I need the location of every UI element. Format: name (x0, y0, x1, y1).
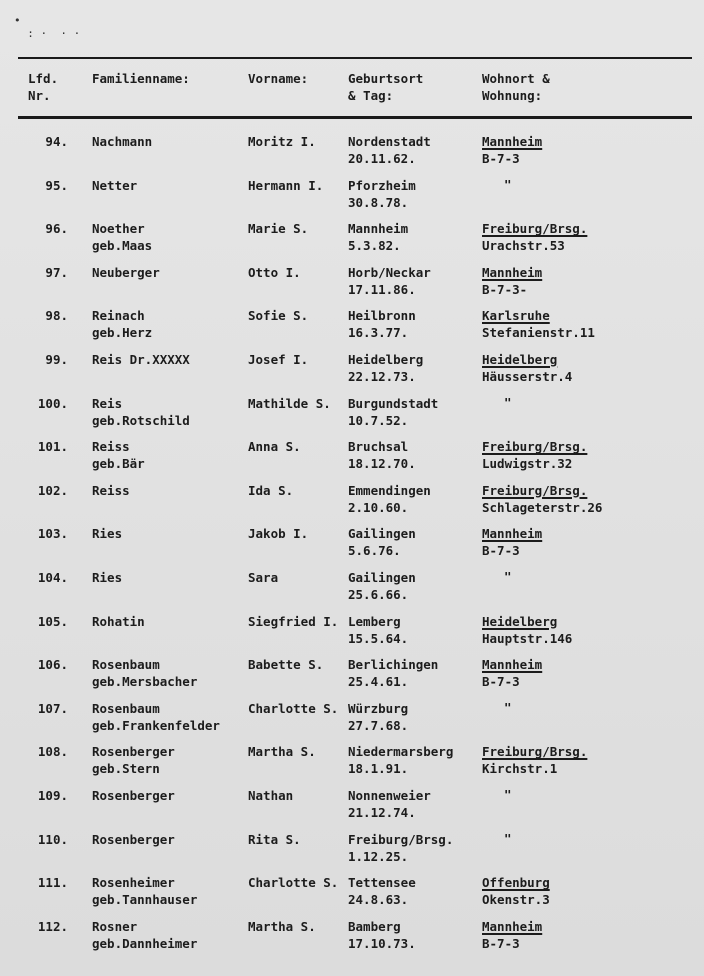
vorname: Nathan (248, 788, 294, 803)
wohnort: Freiburg/Brsg. (482, 482, 588, 498)
familienname: Rosenbaum (92, 657, 160, 673)
wohnort-cell (482, 482, 602, 516)
familienname-cell (92, 525, 122, 542)
familienname: Reis (92, 395, 123, 411)
geburtstag: 16.3.77. (348, 325, 409, 341)
header-geburtsort: Geburtsort & Tag: (348, 71, 424, 103)
wohnung: Kirchstr.1 (482, 761, 558, 777)
header-vorname: Vorname: (248, 71, 309, 86)
familienname-cell (92, 438, 145, 472)
geburtsort-cell (348, 656, 438, 690)
vorname: Siegfried I. (248, 613, 339, 629)
table-row (0, 656, 704, 700)
geburtstag: 27.7.68. (348, 717, 409, 733)
table-row (0, 918, 704, 962)
geburtstag: 2.10.60. (348, 499, 409, 515)
table-row (0, 613, 704, 657)
geburtsort-cell (348, 220, 408, 254)
ditto-mark: " (504, 176, 512, 192)
geburtsort: Burgundstadt (348, 395, 439, 411)
geburtsort: Bruchsal (348, 439, 409, 455)
wohnort-cell (482, 656, 542, 690)
geburtsort: Mannheim (348, 221, 409, 237)
geburtsort-cell (348, 177, 416, 211)
geburtstag: 10.7.52. (348, 412, 409, 428)
wohnort-cell (482, 874, 550, 908)
wohnort: Offenburg (482, 875, 550, 891)
geburtsort-cell (348, 831, 453, 865)
familienname-cell (92, 264, 160, 281)
row-number: 109. (37, 788, 68, 803)
row-number: 100. (37, 395, 68, 411)
wohnort: Freiburg/Brsg. (482, 744, 588, 760)
table-row (0, 482, 704, 526)
row-number: 105. (37, 613, 68, 629)
familienname: Rosner (92, 918, 138, 934)
header-rule (18, 116, 692, 119)
familienname-cell (92, 743, 175, 777)
geburtstag: 17.10.73. (348, 935, 416, 951)
geburtstag: 25.4.61. (348, 674, 409, 690)
wohnort-cell (482, 525, 542, 559)
wohnort: Freiburg/Brsg. (482, 439, 588, 455)
corner-marks: • : · · · (14, 14, 81, 40)
vorname: Martha S. (248, 918, 316, 934)
row-number: 107. (37, 700, 68, 716)
geburtsort: Horb/Neckar (348, 264, 431, 280)
geburtsname: geb.Herz (92, 325, 153, 341)
vorname: Josef I. (248, 352, 309, 367)
vorname: Mathilde S. (248, 395, 331, 411)
wohnung: Hauptstr.146 (482, 630, 573, 646)
familienname: Rosenbaum (92, 700, 160, 716)
familienname: Reis Dr.XXXXX (92, 352, 190, 367)
wohnort: Karlsruhe (482, 308, 550, 324)
top-rule (18, 57, 692, 59)
row-number: 103. (37, 526, 68, 542)
geburtsort-cell (348, 569, 416, 603)
wohnort-cell (482, 918, 542, 952)
table-row (0, 525, 704, 569)
vorname: Charlotte S. (248, 700, 339, 716)
geburtstag: 30.8.78. (348, 194, 409, 210)
wohnung: Stefanienstr.11 (482, 325, 595, 341)
geburtsort-cell (348, 787, 431, 821)
geburtstag: 5.3.82. (348, 238, 401, 254)
geburtstag: 25.6.66. (348, 587, 409, 602)
table-row (0, 700, 704, 744)
geburtsname: geb.Stern (92, 761, 160, 777)
wohnung: Häusserstr.4 (482, 369, 573, 384)
row-number: 102. (37, 482, 68, 498)
header-wohnort: Wohnort & Wohnung: (482, 71, 550, 103)
table-row (0, 264, 704, 308)
row-number: 112. (37, 918, 68, 934)
geburtsort: Heilbronn (348, 308, 416, 324)
row-number: 101. (37, 439, 68, 455)
table-row (0, 438, 704, 482)
geburtstag: 21.12.74. (348, 805, 416, 820)
wohnung: Schlageterstr.26 (482, 499, 603, 515)
familienname-cell (92, 307, 152, 341)
ditto-mark: " (504, 787, 512, 802)
table-row (0, 787, 704, 831)
wohnort: Mannheim (482, 918, 543, 934)
geburtsort: Würzburg (348, 700, 409, 716)
vorname: Charlotte S. (248, 875, 339, 891)
familienname: Nachmann (92, 134, 153, 149)
vorname: Rita S. (248, 831, 301, 847)
table-row (0, 874, 704, 918)
geburtsort: Tettensee (348, 875, 416, 891)
geburtsort-cell (348, 307, 416, 341)
vorname: Martha S. (248, 744, 316, 760)
row-number: 104. (37, 570, 68, 585)
geburtstag: 18.1.91. (348, 761, 409, 777)
table-row (0, 569, 704, 613)
familienname: Ries (92, 526, 123, 542)
geburtsort-cell (348, 613, 408, 647)
geburtsort: Emmendingen (348, 482, 431, 498)
vorname: Babette S. (248, 657, 324, 673)
geburtsort: Bamberg (348, 918, 401, 934)
wohnort: Mannheim (482, 657, 543, 673)
familienname: Netter (92, 177, 138, 193)
row-number: 97. (45, 264, 68, 280)
familienname-cell (92, 351, 190, 368)
geburtsname: geb.Rotschild (92, 412, 190, 428)
geburtsname: geb.Frankenfelder (92, 717, 220, 733)
geburtstag: 15.5.64. (348, 630, 409, 646)
familienname: Reinach (92, 308, 145, 324)
geburtsname: geb.Maas (92, 238, 153, 254)
familienname-cell (92, 133, 152, 150)
ditto-mark: " (504, 699, 512, 715)
familienname: Neuberger (92, 264, 160, 280)
wohnort-cell (482, 133, 542, 167)
row-number: 98. (45, 308, 68, 324)
geburtsort-cell (348, 918, 416, 952)
table-row (0, 831, 704, 875)
geburtsort-cell (348, 700, 408, 734)
geburtsort: Niedermarsberg (348, 744, 454, 760)
familienname-cell (92, 700, 220, 734)
wohnung: B-7-3- (482, 281, 528, 297)
row-number: 108. (37, 744, 68, 760)
table-row (0, 220, 704, 264)
geburtsname: geb.Tannhauser (92, 892, 198, 908)
geburtstag: 5.6.76. (348, 543, 401, 559)
geburtsort-cell (348, 351, 423, 385)
geburtsort: Nordenstadt (348, 134, 431, 149)
geburtsname: geb.Mersbacher (92, 674, 198, 690)
vorname: Otto I. (248, 264, 301, 280)
vorname: Moritz I. (248, 134, 316, 149)
wohnung: B-7-3 (482, 543, 520, 559)
geburtsort-cell (348, 525, 416, 559)
geburtsort: Berlichingen (348, 657, 439, 673)
wohnort: Mannheim (482, 264, 543, 280)
familienname-cell (92, 220, 152, 254)
vorname: Hermann I. (248, 177, 324, 193)
familienname-cell (92, 395, 190, 429)
wohnung: B-7-3 (482, 674, 520, 690)
geburtstag: 18.12.70. (348, 456, 416, 472)
wohnung: B-7-3 (482, 935, 520, 951)
wohnung: Ludwigstr.32 (482, 456, 573, 472)
familienname-cell (92, 831, 175, 848)
vorname: Jakob I. (248, 526, 309, 542)
wohnort-cell (482, 613, 572, 647)
geburtsort: Gailingen (348, 570, 416, 585)
geburtsname: geb.Dannheimer (92, 935, 198, 951)
row-number: 111. (37, 875, 68, 891)
wohnort-cell (482, 743, 587, 777)
wohnort-cell (482, 438, 587, 472)
familienname: Rosenberger (92, 831, 175, 847)
geburtsort: Lemberg (348, 613, 401, 629)
geburtsort-cell (348, 438, 416, 472)
geburtsort: Nonnenweier (348, 788, 431, 803)
familienname: Reiss (92, 439, 130, 455)
vorname: Sofie S. (248, 308, 309, 324)
vorname: Ida S. (248, 482, 294, 498)
ditto-mark: " (504, 830, 512, 846)
wohnort-cell (482, 351, 572, 385)
geburtsort: Heidelberg (348, 352, 424, 367)
header-familienname: Familienname: (92, 71, 190, 86)
row-number: 94. (45, 134, 68, 149)
wohnort-cell (482, 220, 587, 254)
familienname: Rohatin (92, 613, 145, 629)
row-number: 106. (37, 657, 68, 673)
familienname-cell (92, 874, 197, 908)
wohnort: Mannheim (482, 134, 543, 149)
vorname: Anna S. (248, 439, 301, 455)
familienname-cell (92, 918, 197, 952)
row-number: 96. (45, 221, 68, 237)
geburtsort-cell (348, 264, 431, 298)
geburtstag: 24.8.63. (348, 892, 409, 908)
geburtsname: geb.Bär (92, 456, 145, 472)
vorname: Sara (248, 570, 279, 585)
familienname: Noether (92, 221, 145, 237)
geburtstag: 20.11.62. (348, 151, 416, 166)
table-row (0, 177, 704, 221)
wohnort: Heidelberg (482, 352, 558, 367)
geburtstag: 22.12.73. (348, 369, 416, 384)
geburtsort-cell (348, 482, 431, 516)
wohnort-cell (482, 264, 542, 298)
familienname-cell (92, 569, 122, 586)
table-row (0, 133, 704, 177)
familienname-cell (92, 482, 130, 499)
geburtsort-cell (348, 133, 431, 167)
wohnung: B-7-3 (482, 151, 520, 166)
familienname: Reiss (92, 482, 130, 498)
table-row (0, 395, 704, 439)
ditto-mark: " (504, 394, 512, 410)
table-row (0, 351, 704, 395)
geburtsort: Freiburg/Brsg. (348, 831, 454, 847)
familienname: Ries (92, 570, 123, 585)
wohnort: Heidelberg (482, 613, 558, 629)
wohnort-cell (482, 307, 595, 341)
row-number: 95. (45, 177, 68, 193)
wohnort: Mannheim (482, 526, 543, 542)
geburtsort: Gailingen (348, 526, 416, 542)
table-row (0, 307, 704, 351)
geburtsort-cell (348, 395, 438, 429)
familienname: Rosenberger (92, 788, 175, 803)
familienname-cell (92, 613, 145, 630)
familienname-cell (92, 787, 175, 804)
familienname: Rosenberger (92, 744, 175, 760)
geburtstag: 17.11.86. (348, 281, 416, 297)
ditto-mark: " (504, 569, 512, 584)
familienname: Rosenheimer (92, 875, 175, 891)
row-number: 99. (45, 352, 68, 367)
table-row (0, 743, 704, 787)
wohnort: Freiburg/Brsg. (482, 221, 588, 237)
wohnung: Okenstr.3 (482, 892, 550, 908)
familienname-cell (92, 656, 197, 690)
familienname-cell (92, 177, 137, 194)
geburtstag: 1.12.25. (348, 848, 409, 864)
geburtsort: Pforzheim (348, 177, 416, 193)
header-nr: Lfd. Nr. (28, 71, 59, 103)
geburtsort-cell (348, 874, 416, 908)
geburtsort-cell (348, 743, 453, 777)
vorname: Marie S. (248, 221, 309, 237)
wohnung: Urachstr.53 (482, 238, 565, 254)
row-number: 110. (37, 831, 68, 847)
